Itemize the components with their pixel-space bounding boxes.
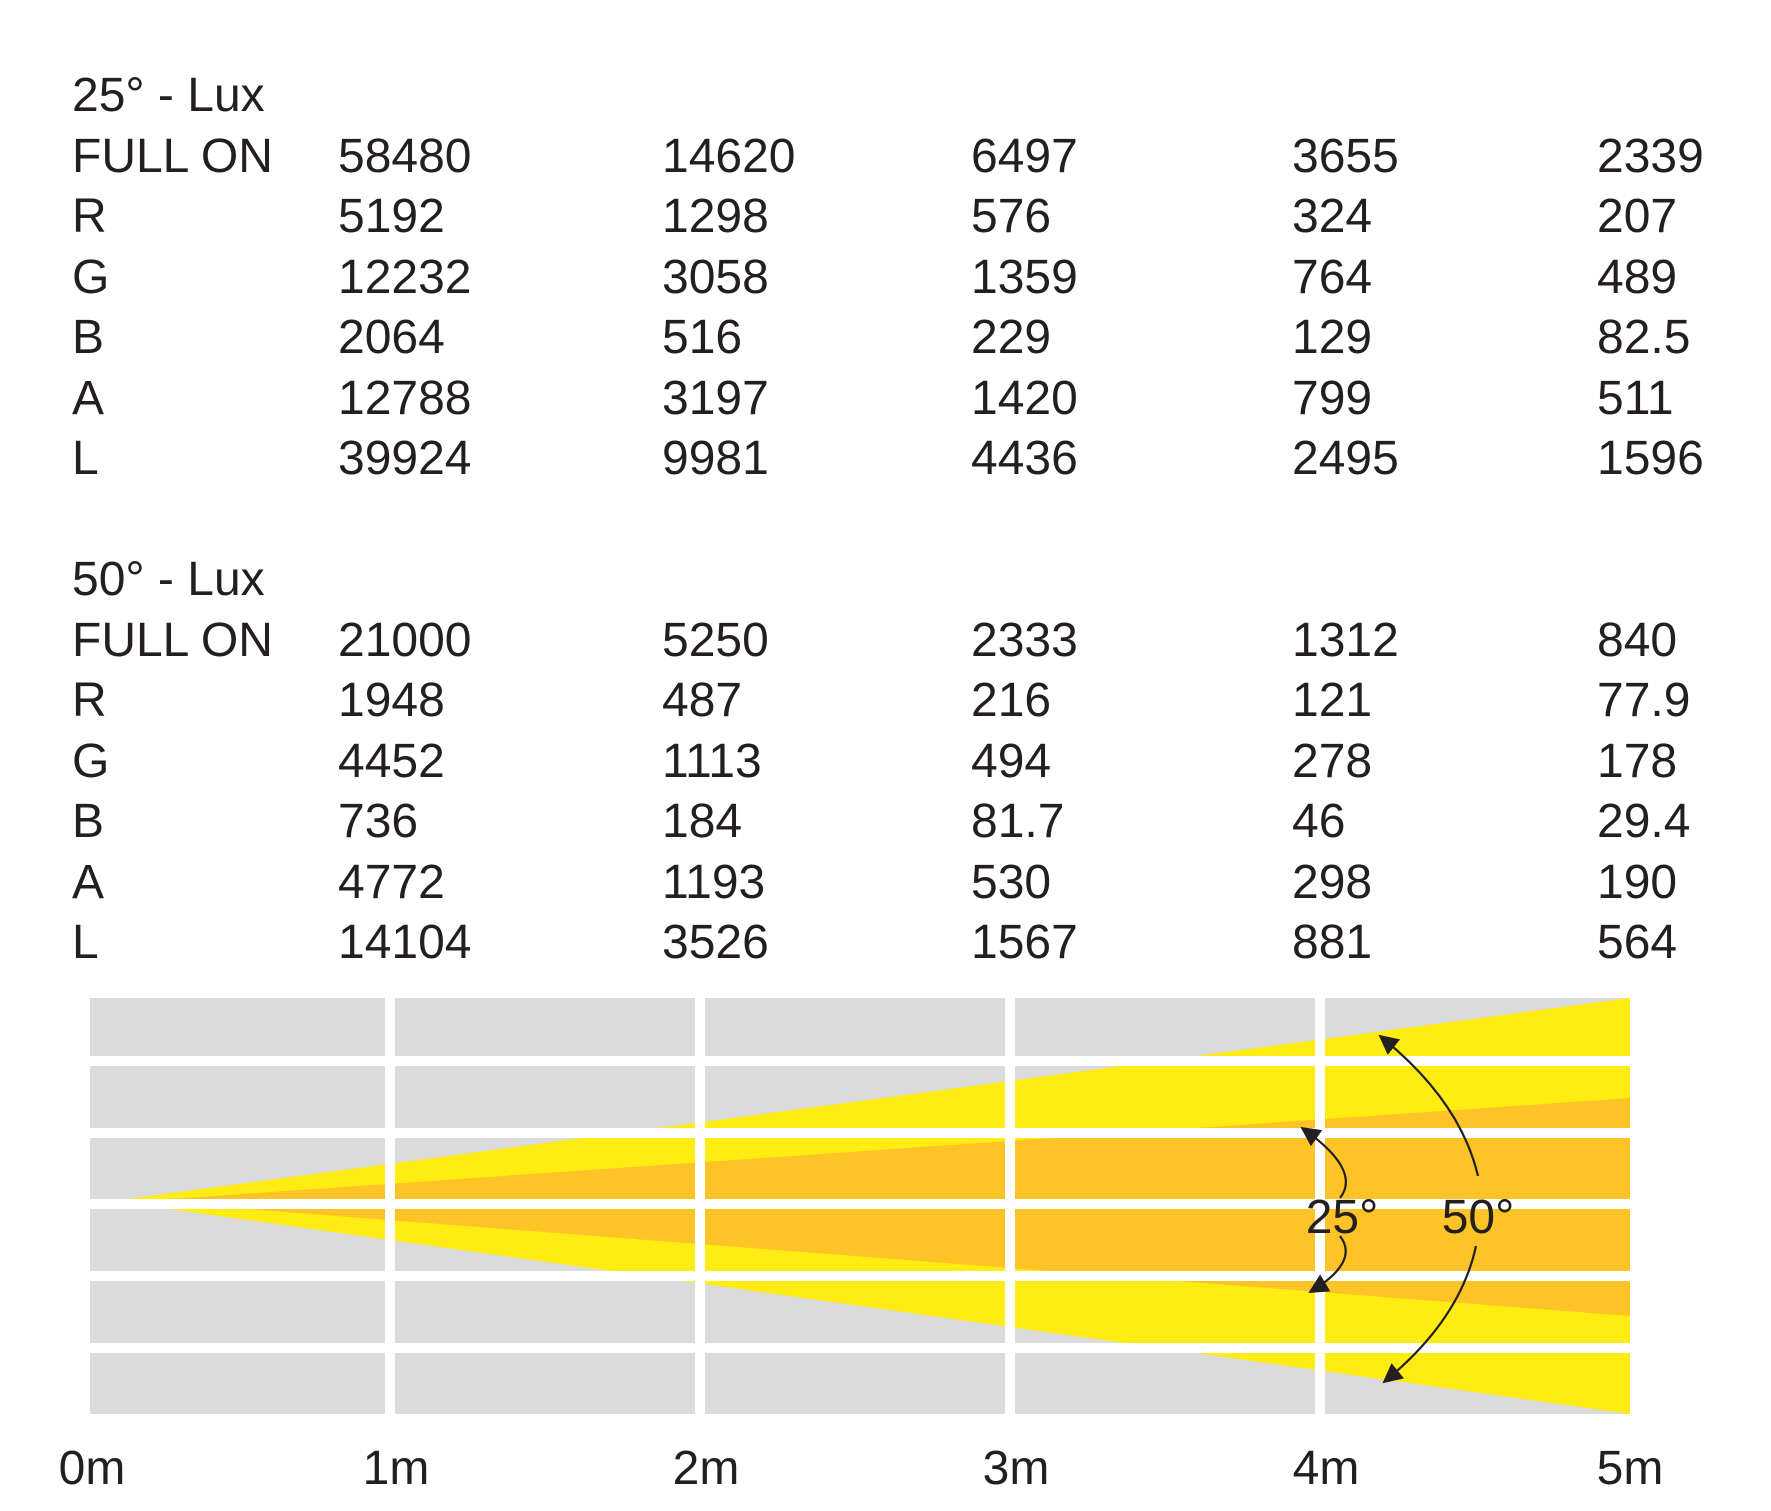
grid-column-divider xyxy=(385,998,395,1414)
lux-value: 3197 xyxy=(662,371,769,425)
row-label: R xyxy=(72,674,107,727)
lux-value: 216 xyxy=(971,674,1052,727)
angle-label-50: 50° xyxy=(1441,1191,1515,1244)
lux-value: 799 xyxy=(1292,371,1373,425)
grid-column-divider xyxy=(1005,998,1015,1414)
lux-value: 487 xyxy=(662,674,743,727)
lux-value: 736 xyxy=(338,795,419,848)
lux-value: 12232 xyxy=(338,250,472,304)
lux-value: 511 xyxy=(1597,371,1674,425)
lux-value: 5192 xyxy=(338,190,445,243)
grid-row-divider xyxy=(90,1199,1630,1209)
lux-value: 29.4 xyxy=(1597,795,1691,848)
lux-value: 1359 xyxy=(971,250,1078,304)
distance-label: 4m xyxy=(1292,1442,1360,1495)
lux-value: 1193 xyxy=(662,855,766,909)
distance-label: 1m xyxy=(362,1442,430,1495)
distance-label: 5m xyxy=(1596,1442,1664,1495)
grid-row-divider xyxy=(90,1343,1630,1353)
lux-value: 121 xyxy=(1292,674,1373,727)
row-label: A xyxy=(72,371,105,425)
lux-value: 881 xyxy=(1292,916,1373,969)
lux-value: 489 xyxy=(1597,250,1678,304)
lux-value: 2064 xyxy=(338,311,445,364)
lux-value: 3655 xyxy=(1292,129,1399,183)
lux-value: 207 xyxy=(1597,190,1678,243)
lux-value: 3526 xyxy=(662,916,769,969)
row-label: FULL ON xyxy=(72,129,273,183)
lux-value: 4452 xyxy=(338,734,445,788)
lux-value: 14620 xyxy=(662,129,796,183)
lux-value: 81.7 xyxy=(971,795,1065,848)
lux-value: 178 xyxy=(1597,734,1678,788)
lux-value: 1312 xyxy=(1292,613,1399,667)
row-label: B xyxy=(72,311,105,364)
row-label: B xyxy=(72,795,105,848)
grid-row-divider xyxy=(90,1271,1630,1281)
lux-value: 298 xyxy=(1292,855,1373,909)
grid-row-divider xyxy=(90,1056,1630,1066)
table-title: 50° - Lux xyxy=(72,553,265,606)
lux-value: 58480 xyxy=(338,129,472,183)
grid-row-divider xyxy=(90,1128,1630,1138)
row-label: R xyxy=(72,190,107,243)
lux-value: 576 xyxy=(971,190,1052,243)
distance-axis xyxy=(59,1442,1664,1495)
lux-value: 764 xyxy=(1292,250,1373,304)
distance-label: 0m xyxy=(58,1442,126,1495)
distance-label: 2m xyxy=(672,1442,740,1495)
row-label: G xyxy=(72,734,110,788)
row-label: A xyxy=(72,855,105,909)
lux-value: 494 xyxy=(971,734,1052,788)
lux-value: 1298 xyxy=(662,190,769,243)
lux-value: 1948 xyxy=(338,674,445,727)
lux-value: 5250 xyxy=(662,613,769,667)
lux-value: 4436 xyxy=(971,432,1078,485)
lux-value: 190 xyxy=(1597,855,1678,909)
lux-value: 840 xyxy=(1597,613,1678,667)
lux-value: 1596 xyxy=(1597,432,1704,485)
lux-value: 229 xyxy=(971,311,1052,364)
lux-value: 4772 xyxy=(338,855,445,909)
lux-value: 77.9 xyxy=(1597,674,1691,727)
lux-value: 39924 xyxy=(338,432,472,485)
lux-value: 1113 xyxy=(662,734,762,788)
lux-value: 278 xyxy=(1292,734,1373,788)
lux-value: 184 xyxy=(662,795,743,848)
grid-lines xyxy=(90,998,1630,1414)
row-label: FULL ON xyxy=(72,613,273,667)
distance-label: 3m xyxy=(982,1442,1050,1495)
lux-value: 12788 xyxy=(338,371,472,425)
lux-value: 9981 xyxy=(662,432,769,485)
lux-value: 2333 xyxy=(971,613,1078,667)
angle-label-25: 25° xyxy=(1305,1191,1379,1244)
lux-value: 14104 xyxy=(338,916,472,969)
lux-value: 530 xyxy=(971,855,1052,909)
table-title: 25° - Lux xyxy=(72,69,265,122)
row-label: L xyxy=(72,432,99,485)
lux-value: 129 xyxy=(1292,311,1373,364)
lux-value: 516 xyxy=(662,311,743,364)
grid-column-divider xyxy=(695,998,705,1414)
row-label: G xyxy=(72,250,110,304)
lux-value: 2339 xyxy=(1597,129,1704,183)
lux-value: 564 xyxy=(1597,916,1678,969)
lux-value: 46 xyxy=(1292,795,1346,848)
lux-value: 3058 xyxy=(662,250,769,304)
lux-value: 1567 xyxy=(971,916,1078,969)
beam-angle-diagram xyxy=(0,980,1771,1511)
lux-value: 324 xyxy=(1292,190,1373,243)
row-label: L xyxy=(72,916,99,969)
lux-value: 82.5 xyxy=(1597,311,1691,364)
lux-value: 6497 xyxy=(971,129,1078,183)
lux-value: 2495 xyxy=(1292,432,1399,485)
lux-value: 21000 xyxy=(338,613,472,667)
lux-value: 1420 xyxy=(971,371,1078,425)
